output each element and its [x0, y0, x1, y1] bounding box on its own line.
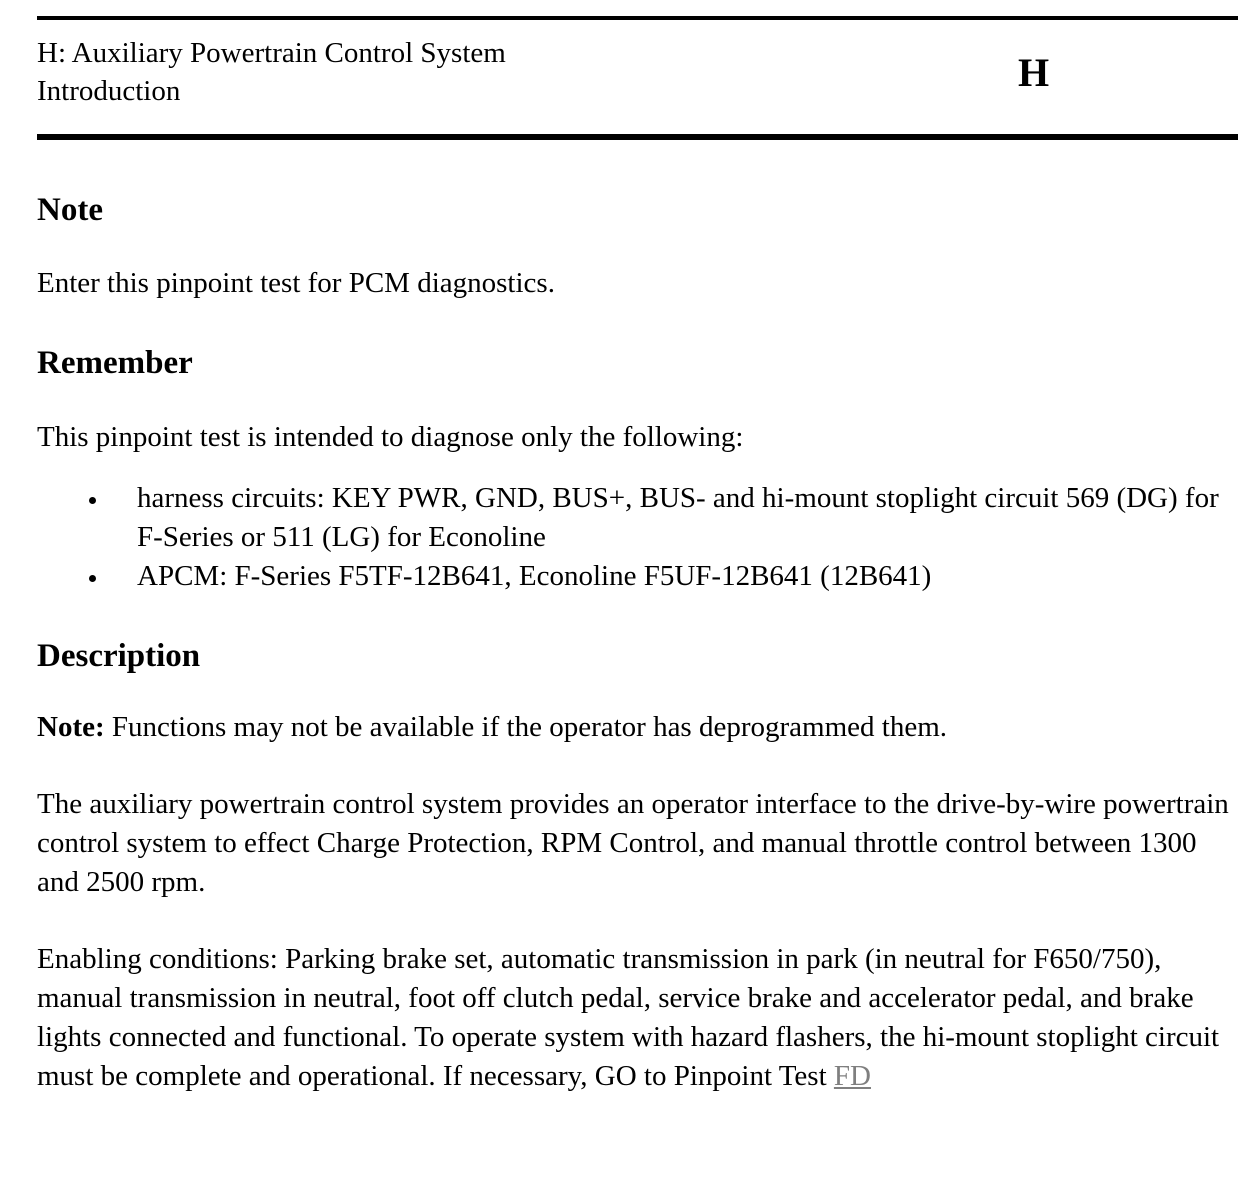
description-paragraph-2-text: Enabling conditions: Parking brake set, automatic transmission in park (in neutral for F650/750), manual transmission in neutral, foot off clutch pedal, service brake and accelerator pedal, and brake lights connected and functional. To operate system with hazard flashers, the hi-mount stoplight circuit must be complete and operational. If necessary, GO to Pinpoint Test: [37, 943, 1220, 1092]
remember-heading: Remember: [37, 345, 193, 381]
bullet-icon: [89, 575, 96, 582]
description-paragraph-1: The auxiliary powertrain control system provides an operator interface to the drive-by-wire powertrain control system to effect Charge Protection, RPM Control, and manual throttle control between 1300 and 2500 rpm.: [37, 788, 1229, 898]
header-bottom-rule: [37, 134, 1238, 140]
list-item-text: APCM: F-Series F5TF-12B641, Econoline F5UF-12B641 (12B641): [137, 560, 932, 592]
header-title-line1: H: Auxiliary Powertrain Control System: [37, 37, 506, 69]
description-note-text: Functions may not be available if the operator has deprogrammed them.: [104, 711, 947, 743]
header-title: [37, 34, 506, 110]
description-note: [37, 708, 1237, 747]
note-heading: Note: [37, 192, 103, 228]
remember-intro: This pinpoint test is intended to diagnose only the following:: [37, 421, 744, 453]
bullet-icon: [89, 497, 96, 504]
list-item: [137, 479, 1237, 557]
remember-list: [37, 479, 1237, 596]
document-body: [37, 188, 1237, 1096]
header-top-rule: [37, 16, 1238, 20]
section-letter: H: [1018, 50, 1050, 95]
note-text: Enter this pinpoint test for PCM diagnostics.: [37, 267, 555, 299]
pinpoint-test-fd-link[interactable]: FD: [833, 1060, 871, 1092]
list-item: [137, 557, 1237, 596]
description-paragraph-2: [37, 940, 1237, 1096]
header-title-line2: Introduction: [37, 75, 181, 107]
list-item-text: harness circuits: KEY PWR, GND, BUS+, BUS- and hi-mount stoplight circuit 569 (DG) for F-Series or 511 (LG) for Econoline: [137, 482, 1219, 553]
description-heading: Description: [37, 638, 201, 674]
description-note-label: Note:: [37, 711, 105, 743]
